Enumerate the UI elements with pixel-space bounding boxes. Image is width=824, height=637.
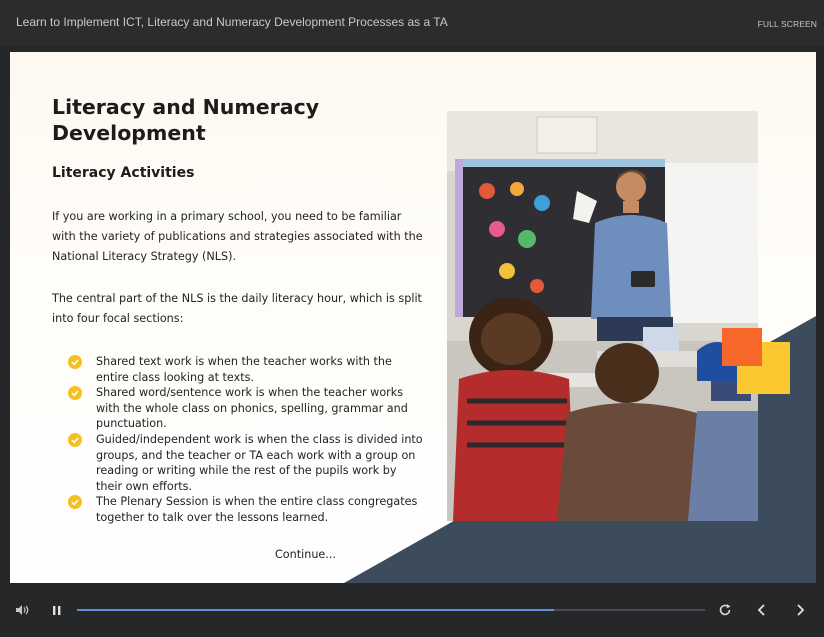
list-item-text: Guided/independent work is when the class is divided into groups, and the teacher or TA each work with a group on reading or writing while the rest of the pupils work by their own efforts. — [96, 432, 423, 493]
classroom-photo — [447, 111, 758, 521]
continue-link[interactable]: Continue... — [275, 548, 336, 561]
list-item-text: Shared text work is when the teacher works with the entire class looking at texts. — [96, 355, 392, 384]
player-controls — [0, 588, 824, 637]
check-circle-icon — [68, 495, 82, 509]
fullscreen-button[interactable]: FULL SCREEN — [757, 19, 817, 29]
check-circle-icon — [68, 355, 82, 369]
volume-icon[interactable] — [15, 604, 29, 616]
progress-bar-fill — [77, 609, 554, 611]
top-bar — [0, 0, 824, 46]
list-item — [68, 494, 424, 525]
list-item — [68, 385, 424, 432]
progress-bar[interactable] — [77, 609, 705, 611]
check-circle-icon — [68, 433, 82, 447]
slide-canvas — [10, 52, 816, 583]
nls-paragraph: The central part of the NLS is the daily literacy hour, which is split into four focal sections: — [52, 292, 422, 325]
slide-title: Literacy and Numeracy Development — [52, 95, 320, 145]
pause-icon[interactable] — [52, 605, 62, 616]
list-item — [68, 354, 424, 385]
course-title: Learn to Implement ICT, Literacy and Numeracy Development Processes as a TA — [16, 15, 448, 29]
replay-icon[interactable] — [718, 603, 732, 617]
list-item-text: The Plenary Session is when the entire class congregates together to talk over the lessons learned. — [96, 495, 418, 524]
check-circle-icon — [68, 386, 82, 400]
slide-subtitle: Literacy Activities — [52, 165, 195, 181]
list-item-text: Shared word/sentence work is when the teacher works with the whole class on phonics, spelling, grammar and punctuation. — [96, 386, 408, 431]
focal-sections-list — [68, 354, 424, 526]
next-icon[interactable] — [793, 603, 807, 617]
orange-square-decoration — [722, 328, 762, 366]
prev-icon[interactable] — [755, 603, 769, 617]
list-item — [68, 432, 424, 494]
intro-paragraph: If you are working in a primary school, you need to be familiar with the variety of publications and strategies associated with the National Literacy Strategy (NLS). — [52, 210, 423, 263]
